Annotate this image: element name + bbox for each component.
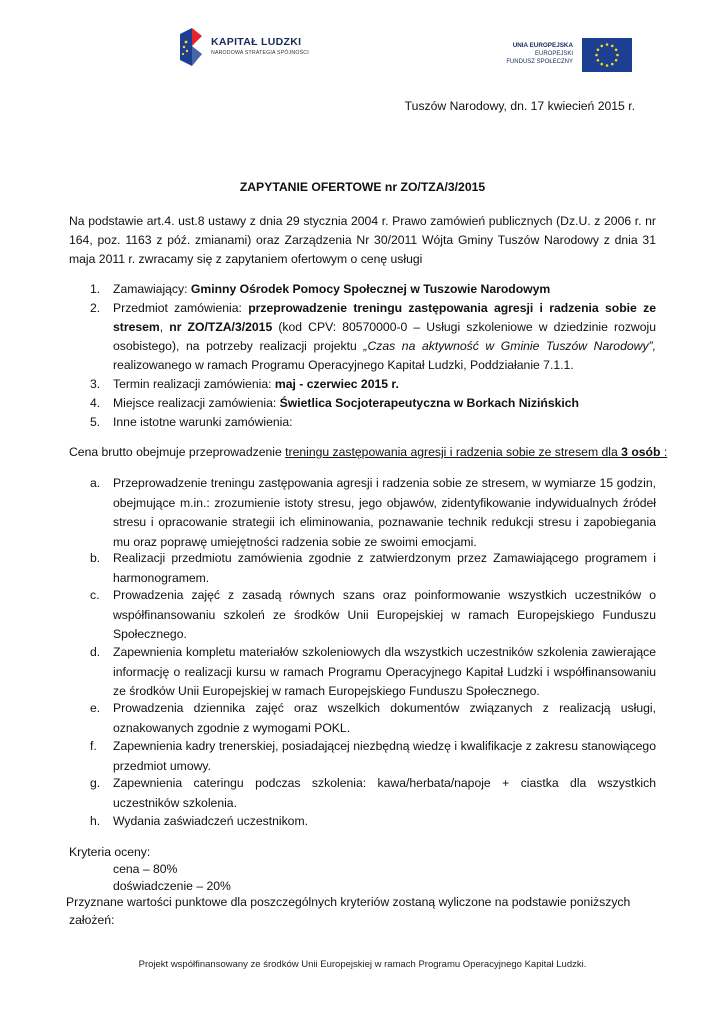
list-item-zamawiajacy xyxy=(113,280,656,299)
eu-star-icon xyxy=(606,64,609,67)
price-underlined xyxy=(285,445,667,459)
eu-star-icon xyxy=(597,59,600,62)
list-letter: f. xyxy=(90,739,97,753)
item-rest: realizowanego w ramach Programu Operacyjnego Kapitał Ludzki, Poddziałanie 7.1.1. xyxy=(113,358,574,372)
list-item-miejsce xyxy=(113,394,656,413)
eu-star-icon xyxy=(611,45,614,48)
price-underlined-text: treningu zastępowania agresji i radzenia sobie ze stresem dla xyxy=(285,445,622,459)
item-label: Przedmiot zamówienia: xyxy=(113,301,249,315)
eu-star-icon xyxy=(606,43,609,46)
eu-star-icon xyxy=(595,54,598,57)
project-name: „Czas na aktywność w Gminie Tuszów Narodowy”, xyxy=(363,339,656,353)
item-value: Świetlica Socjoterapeutyczna w Borkach Nizińskich xyxy=(279,396,579,410)
list-letter: e. xyxy=(90,701,101,715)
eu-star-icon xyxy=(597,48,600,51)
eu-logo-line2: EUROPEJSKI xyxy=(534,51,573,57)
criteria-note-line1: Przyznane wartości punktowe dla poszczególnych kryteriów zostaną wyliczone na podstawie poniższych xyxy=(66,895,631,909)
kapital-ludzki-logo xyxy=(178,28,318,68)
list-number: 2. xyxy=(90,301,101,315)
eu-logo-text xyxy=(506,42,573,66)
list-item-termin xyxy=(113,375,656,394)
price-paragraph xyxy=(69,443,667,462)
criteria-heading: Kryteria oceny: xyxy=(69,845,151,859)
eu-star-icon xyxy=(615,48,618,51)
eu-logo-line1: UNIA EUROPEJSKA xyxy=(512,42,573,49)
condition-item: Zapewnienia kadry trenerskiej, posiadającej niezbędną wiedzę i kwalifikacje z zakresu stanowiącego przedmiot umowy. xyxy=(113,739,656,773)
order-number: nr ZO/TZA/3/2015 xyxy=(169,320,273,334)
page-footer: Projekt współfinansowany ze środków Unii Europejskiej w ramach Programu Operacyjnego Kapitał Ludzki. xyxy=(138,959,587,970)
list-item-przedmiot xyxy=(113,299,656,375)
participant-count: 3 osób xyxy=(621,445,661,459)
item-value: przeprowadzenie treningu zastępowania agresji i radzenia sobie ze stresem xyxy=(113,301,656,334)
item-value: maj - czerwiec 2015 r. xyxy=(274,377,399,391)
list-number: 4. xyxy=(90,396,101,410)
item-label: Miejsce realizacji zamówienia: xyxy=(113,396,280,410)
eu-logo-line3: FUNDUSZ SPOŁECZNY xyxy=(506,59,573,65)
list-number: 1. xyxy=(90,282,101,296)
intro-paragraph: Na podstawie art.4. ust.8 ustawy z dnia 29 stycznia 2004 r. Prawo zamówień publicznych (Dz.U. z 2006 r. nr 164, poz. 1163 z póź. zmianami) oraz Zarządzenia Nr 30/2011 Wójta Gminy Tuszów Narodowy z dnia 31 maja 2011 r. zwracamy się z zapytaniem ofertowym o cenę usługi xyxy=(69,214,656,266)
eu-star-icon xyxy=(615,59,618,62)
eu-star-icon xyxy=(600,63,603,66)
condition-item: Prowadzenia dziennika zajęć oraz wszelkich dokumentów związanych z realizacją usługi, oznakowanych zgodnie z wymogami POKL. xyxy=(113,701,656,735)
list-number: 5. xyxy=(90,415,101,429)
list-letter: b. xyxy=(90,551,101,565)
list-letter: d. xyxy=(90,645,101,659)
list-item-warunki xyxy=(113,413,656,432)
condition-item: Zapewnienia kompletu materiałów szkoleniowych dla wszystkich uczestników szkolenia zawierające informację o realizacji kursu w ramach Programu Operacyjnego Kapitał Ludzki i współfinansowaniu ze środków Unii Europejskiej w ramach Europejskiego Funduszu Społecznego. xyxy=(113,645,656,698)
list-letter: g. xyxy=(90,776,101,790)
price-suffix: : xyxy=(660,445,668,459)
criteria-note-line2: założeń: xyxy=(69,913,115,927)
condition-item: Przeprowadzenie treningu zastępowania agresji i radzenia sobie ze stresem, w wymiarze 15 godzin, obejmujące m.in.: zrozumienie istoty stresu, jego objawów, zidentyfikowanie indywidualnych źródeł stresu i opracowanie strategii ich eliminowania, poznawanie technik redukcji stresu i zapobiegania mu oraz poprawę umiejętności radzenia sobie ze swoimi emocjami. xyxy=(113,476,656,549)
eu-star-icon xyxy=(616,54,619,57)
item-label: Zamawiający: xyxy=(113,282,191,296)
kapital-ludzki-emblem-icon xyxy=(178,28,204,66)
item-separator: , xyxy=(159,320,170,334)
criteria-item-experience: doświadczenie – 20% xyxy=(113,879,231,893)
list-letter: h. xyxy=(90,814,101,828)
item-label: Termin realizacji zamówienia: xyxy=(113,377,275,391)
kapital-ludzki-subtitle: NARODOWA STRATEGIA SPÓJNOŚCI xyxy=(211,50,309,56)
document-date: Tuszów Narodowy, dn. 17 kwiecień 2015 r. xyxy=(404,99,635,113)
item-label: Inne istotne warunki zamówienia: xyxy=(113,415,293,429)
document-title: ZAPYTANIE OFERTOWE nr ZO/TZA/3/2015 xyxy=(239,180,486,194)
list-letter: a. xyxy=(90,476,101,490)
price-prefix: Cena brutto obejmuje przeprowadzenie xyxy=(69,445,286,459)
eu-logo xyxy=(500,38,635,76)
condition-item: Realizacji przedmiotu zamówienia zgodnie z zatwierdzonym przez Zamawiającego programem i harmonogramem. xyxy=(113,551,656,585)
item-value: Gminny Ośrodek Pomocy Społecznej w Tuszowie Narodowym xyxy=(190,282,551,296)
eu-star-icon xyxy=(600,45,603,48)
item-rest: (kod CPV: 80570000-0 – Usługi szkoleniowe w dziedzinie rozwoju osobistego), na potrzeby realizacji projektu xyxy=(113,320,656,353)
condition-item: Zapewnienia cateringu podczas szkolenia: kawa/herbata/napoje + ciastka dla wszystkich uczestników szkolenia. xyxy=(113,776,656,810)
list-letter: c. xyxy=(90,588,100,602)
eu-star-icon xyxy=(611,63,614,66)
kapital-ludzki-title: KAPITAŁ LUDZKI xyxy=(211,36,302,48)
condition-item: Prowadzenia zajęć z zasadą równych szans oraz poinformowanie wszystkich uczestników o współfinansowaniu szkoleń ze środków Unii Europejskiej w ramach Europejskiego Funduszu Społecznego. xyxy=(113,588,656,641)
eu-flag-icon xyxy=(582,38,632,72)
condition-item: Wydania zaświadczeń uczestnikom. xyxy=(113,814,308,828)
list-number: 3. xyxy=(90,377,101,391)
criteria-item-price: cena – 80% xyxy=(113,862,178,876)
